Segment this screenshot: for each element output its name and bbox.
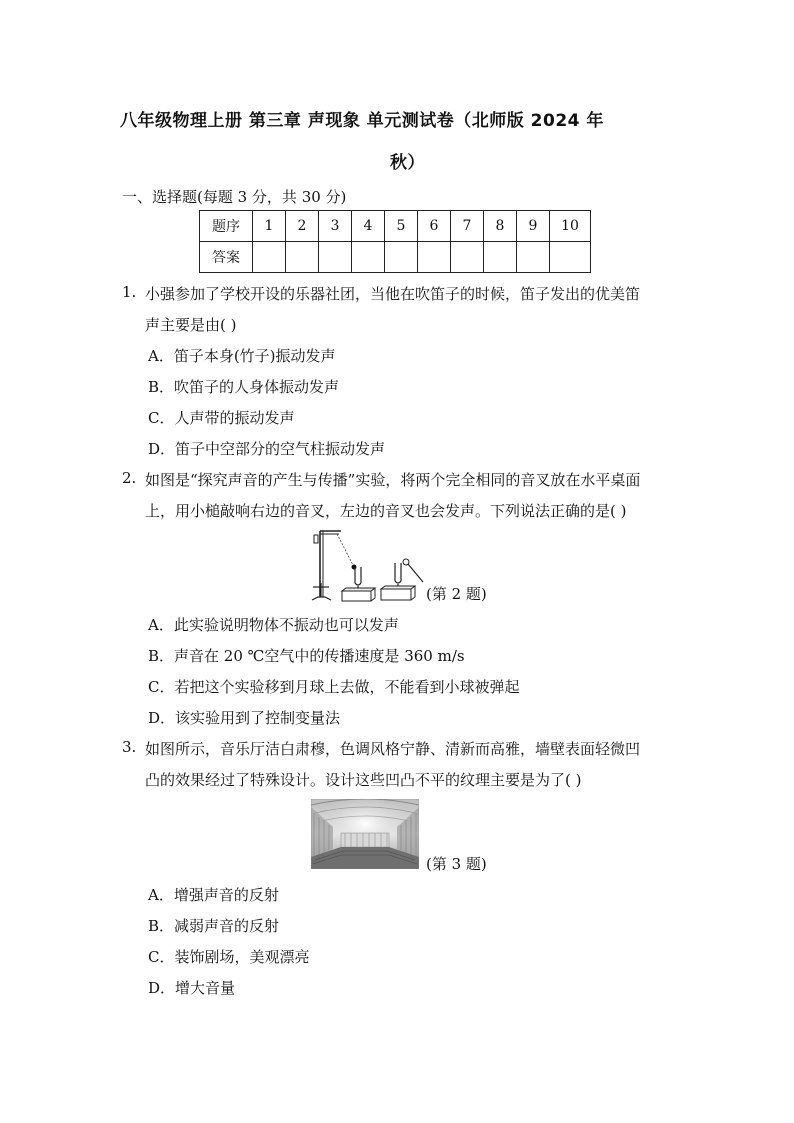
table-cell: 5 <box>385 211 418 242</box>
question-2-option-b[interactable]: B．声音在 20 ℃空气中的传播速度是 360 m/s <box>148 647 465 665</box>
figure-2-caption: (第 2 题) <box>426 585 487 603</box>
table-cell: 9 <box>517 211 550 242</box>
table-cell: 4 <box>352 211 385 242</box>
question-3-option-d[interactable]: D．增大音量 <box>148 979 236 997</box>
answer-cell[interactable] <box>253 242 286 273</box>
question-3-number: 3. <box>122 738 137 756</box>
table-cell: 2 <box>286 211 319 242</box>
question-3-stem-line1: 如图所示，音乐厅洁白肃穆，色调风格宁静、清新而高雅，墙壁表面轻微凹 <box>145 740 641 758</box>
answer-cell[interactable] <box>286 242 319 273</box>
question-2-stem-line2: 上，用小槌敲响右边的音叉，左边的音叉也会发声。下列说法正确的是( ) <box>145 502 627 520</box>
question-1-option-a[interactable]: A．笛子本身(竹子)振动发声 <box>148 347 336 365</box>
page-title-line2: 秋） <box>390 153 425 173</box>
answer-cell[interactable] <box>550 242 591 273</box>
table-cell: 7 <box>451 211 484 242</box>
table-header-cell: 答案 <box>200 242 253 273</box>
question-3-stem-line2: 凸的效果经过了特殊设计。设计这些凹凸不平的纹理主要是为了( ) <box>145 771 582 789</box>
question-1-option-b[interactable]: B．吹笛子的人身体振动发声 <box>148 378 340 396</box>
question-2-option-c[interactable]: C．若把这个实验移到月球上去做，不能看到小球被弹起 <box>148 678 520 696</box>
table-cell: 8 <box>484 211 517 242</box>
question-1-option-c[interactable]: C．人声带的振动发声 <box>148 409 295 427</box>
answer-cell[interactable] <box>418 242 451 273</box>
question-3-option-a[interactable]: A．增强声音的反射 <box>148 886 279 904</box>
question-3-option-b[interactable]: B．减弱声音的反射 <box>148 917 280 935</box>
question-1-stem-line1: 小强参加了学校开设的乐器社团，当他在吹笛子的时候，笛子发出的优美笛 <box>145 285 641 303</box>
question-2-number: 2. <box>122 469 137 487</box>
answer-cell[interactable] <box>319 242 352 273</box>
page-title-line1: 八年级物理上册 第三章 声现象 单元测试卷（北师版 2024 年 <box>120 111 604 131</box>
answer-cell[interactable] <box>385 242 418 273</box>
question-1-number: 1. <box>122 283 137 301</box>
answer-cell[interactable] <box>451 242 484 273</box>
answer-table <box>199 210 591 273</box>
question-3-option-c[interactable]: C．装饰剧场，美观漂亮 <box>148 948 310 966</box>
answer-cell[interactable] <box>484 242 517 273</box>
figure-3-caption: (第 3 题) <box>426 855 487 873</box>
section-heading: 一、选择题(每题 3 分，共 30 分) <box>122 188 347 206</box>
question-2-stem-line1: 如图是“探究声音的产生与传播”实验，将两个完全相同的音叉放在水平桌面 <box>145 471 641 489</box>
question-2-option-d[interactable]: D．该实验用到了控制变量法 <box>148 709 341 727</box>
tuning-fork-experiment-figure <box>309 527 425 605</box>
table-header-cell: 题序 <box>200 211 253 242</box>
table-row <box>200 242 591 273</box>
table-cell: 6 <box>418 211 451 242</box>
question-2-option-a[interactable]: A．此实验说明物体不振动也可以发声 <box>148 616 399 634</box>
question-1-option-d[interactable]: D．笛子中空部分的空气柱振动发声 <box>148 440 386 458</box>
question-1-stem-line2: 声主要是由( ) <box>145 316 237 334</box>
table-cell: 1 <box>253 211 286 242</box>
table-cell: 3 <box>319 211 352 242</box>
table-cell: 10 <box>550 211 591 242</box>
concert-hall-photo <box>311 799 419 869</box>
table-row <box>200 211 591 242</box>
answer-cell[interactable] <box>352 242 385 273</box>
answer-cell[interactable] <box>517 242 550 273</box>
